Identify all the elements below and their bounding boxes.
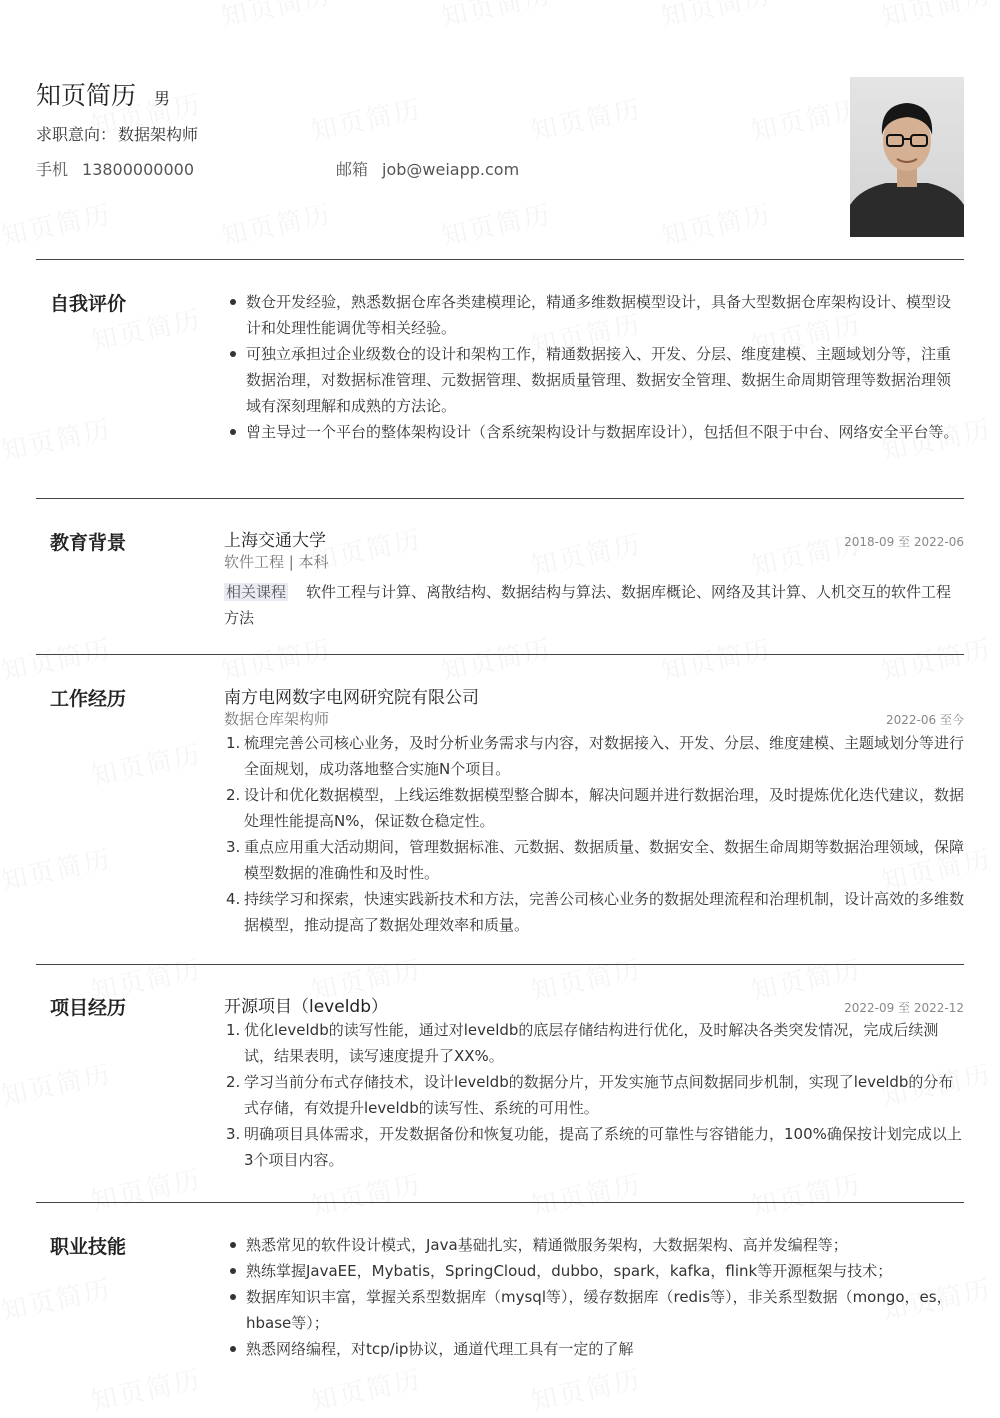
email-label: 邮箱 — [336, 160, 369, 179]
list-item: 熟悉网络编程，对tcp/ip协议，通道代理工具有一定的了解 — [224, 1336, 964, 1362]
watermark-text — [307, 1359, 424, 1418]
watermark-text — [87, 1359, 204, 1418]
watermark-text — [307, 89, 424, 148]
work-role-row — [224, 708, 964, 730]
list-item: 3. 明确项目具体需求，开发数据备份和恢复功能，提高了系统的可靠性与容错能力，100%确保按计划完成以上3个项目内容。 — [226, 1125, 962, 1169]
courses-tag: 相关课程 — [226, 583, 287, 601]
phone-value: 13800000000 — [82, 160, 194, 179]
watermark-text — [657, 194, 774, 253]
watermark-text — [0, 1054, 115, 1113]
email-line — [336, 157, 519, 180]
education-header-row — [224, 526, 964, 551]
list-item: 熟练掌握JavaEE，Mybatis，SpringCloud，dubbo，spark，kafka，flink等开源框架与技术； — [224, 1258, 964, 1284]
phone-line — [36, 157, 194, 180]
work-body — [224, 683, 964, 938]
list-item: 4. 持续学习和探索，快速实践新技术和方法，完善公司核心业务的数据处理流程和治理机制，设计高效的多维数据模型，推动提高了数据处理效率和质量。 — [226, 890, 965, 934]
major-degree: 软件工程 | 本科 — [224, 553, 329, 571]
section-title-skills: 职业技能 — [50, 1236, 127, 1258]
watermark-text — [87, 734, 204, 793]
section-title-work: 工作经历 — [50, 688, 127, 710]
project-body — [224, 992, 964, 1173]
section-divider — [36, 259, 964, 260]
phone-label: 手机 — [36, 160, 69, 179]
list-item: 3. 重点应用重大活动期间，管理数据标准、元数据、数据质量、数据安全、数据生命周期等数据治理领域，保障模型数据的准确性和及时性。 — [226, 838, 965, 882]
watermark-text — [0, 629, 115, 688]
watermark-text — [0, 409, 115, 468]
project-header-row — [224, 992, 964, 1017]
section-divider — [36, 654, 964, 655]
courses-text: 软件工程与计算、离散结构、数据结构与算法、数据库概论、网络及其计算、人机交互的软件工程方法 — [224, 583, 952, 627]
watermark-text — [657, 629, 774, 688]
list-item: 曾主导过一个平台的整体架构设计（含系统架构设计与数据库设计），包括但不限于中台、网络安全平台等。 — [224, 419, 964, 445]
watermark-text — [437, 629, 554, 688]
list-item: 2. 设计和优化数据模型，上线运维数据模型整合脚本，解决问题并进行数据治理，及时提炼优化迭代建议，数据处理性能提高N%，保证数仓稳定性。 — [226, 786, 965, 830]
watermark-text — [217, 629, 334, 688]
self-evaluation-list — [224, 289, 964, 445]
watermark-text — [87, 1159, 204, 1218]
project-list — [224, 1017, 964, 1173]
self-evaluation-body — [224, 289, 964, 445]
list-item: 数仓开发经验，熟悉数据仓库各类建模理论，精通多维数据模型设计，具备大型数据仓库架构设计、模型设计和处理性能调优等相关经验。 — [224, 289, 964, 341]
list-item: 2. 学习当前分布式存储技术，设计leveldb的数据分片，开发实施节点间数据同步机制，实现了leveldb的分布式存储，有效提升leveldb的读写性、系统的可用性。 — [226, 1073, 954, 1117]
job-intent-label: 求职意向： — [36, 125, 117, 144]
email-value: job@weiapp.com — [382, 160, 520, 179]
watermark-text — [217, 0, 334, 34]
job-intent-value: 数据架构师 — [118, 125, 199, 144]
skills-body — [224, 1232, 964, 1362]
profile-photo — [850, 77, 964, 237]
work-date: 2022-06 至今 — [886, 713, 964, 727]
skills-list — [224, 1232, 964, 1362]
list-item: 可独立承担过企业级数仓的设计和架构工作，精通数据接入、开发、分层、维度建模、主题域划分等，注重数据治理，对数据标准管理、元数据管理、数据质量管理、数据安全管理、数据生命周期管理等数据治理领域有深刻理解和成熟的方法论。 — [224, 341, 964, 419]
list-item: 1. 梳理完善公司核心业务，及时分析业务需求与内容，对数据接入、开发、分层、维度建模、主题域划分等进行全面规划，成功落地整合实施N个项目。 — [226, 734, 965, 778]
section-title-project: 项目经历 — [50, 997, 127, 1019]
education-date: 2018-09 至 2022-06 — [844, 535, 964, 549]
avatar-illustration — [850, 77, 964, 237]
watermark-text — [0, 1269, 115, 1328]
section-divider — [36, 498, 964, 499]
watermark-text — [657, 0, 774, 34]
school-name: 上海交通大学 — [224, 531, 326, 551]
watermark-text — [0, 194, 115, 253]
watermark-text — [747, 89, 864, 148]
watermark-text — [217, 194, 334, 253]
education-body — [224, 526, 964, 631]
watermark-text — [0, 839, 115, 898]
section-divider — [36, 964, 964, 965]
job-intent — [36, 122, 198, 145]
list-item: 1. 优化leveldb的读写性能，通过对leveldb的底层存储结构进行优化，及时解决各类突发情况，完成后续测试，结果表明，读写速度提升了XX%。 — [226, 1021, 939, 1065]
watermark-text — [437, 0, 554, 34]
watermark-text — [877, 0, 994, 34]
work-duties-list — [224, 730, 964, 938]
job-role: 数据仓库架构师 — [224, 710, 330, 728]
list-item: 数据库知识丰富，掌握关系型数据库（mysql等），缓存数据库（redis等），非关系型数据（mongo，es，hbase等）； — [224, 1284, 964, 1336]
candidate-name: 知页简历 — [36, 81, 137, 110]
courses-line — [224, 579, 964, 631]
list-item: 熟悉常见的软件设计模式，Java基础扎实，精通微服务架构，大数据架构、高并发编程等； — [224, 1232, 964, 1258]
company-name: 南方电网数字电网研究院有限公司 — [224, 688, 479, 708]
candidate-gender: 男 — [154, 89, 171, 108]
section-divider — [36, 1202, 964, 1203]
watermark-text — [527, 1359, 644, 1418]
watermark-text — [877, 629, 994, 688]
watermark-text — [437, 194, 554, 253]
project-date: 2022-09 至 2022-12 — [844, 1001, 964, 1015]
watermark-text — [527, 89, 644, 148]
section-title-self-evaluation: 自我评价 — [50, 293, 127, 315]
section-title-education: 教育背景 — [50, 532, 127, 554]
project-name: 开源项目（leveldb） — [224, 997, 389, 1017]
